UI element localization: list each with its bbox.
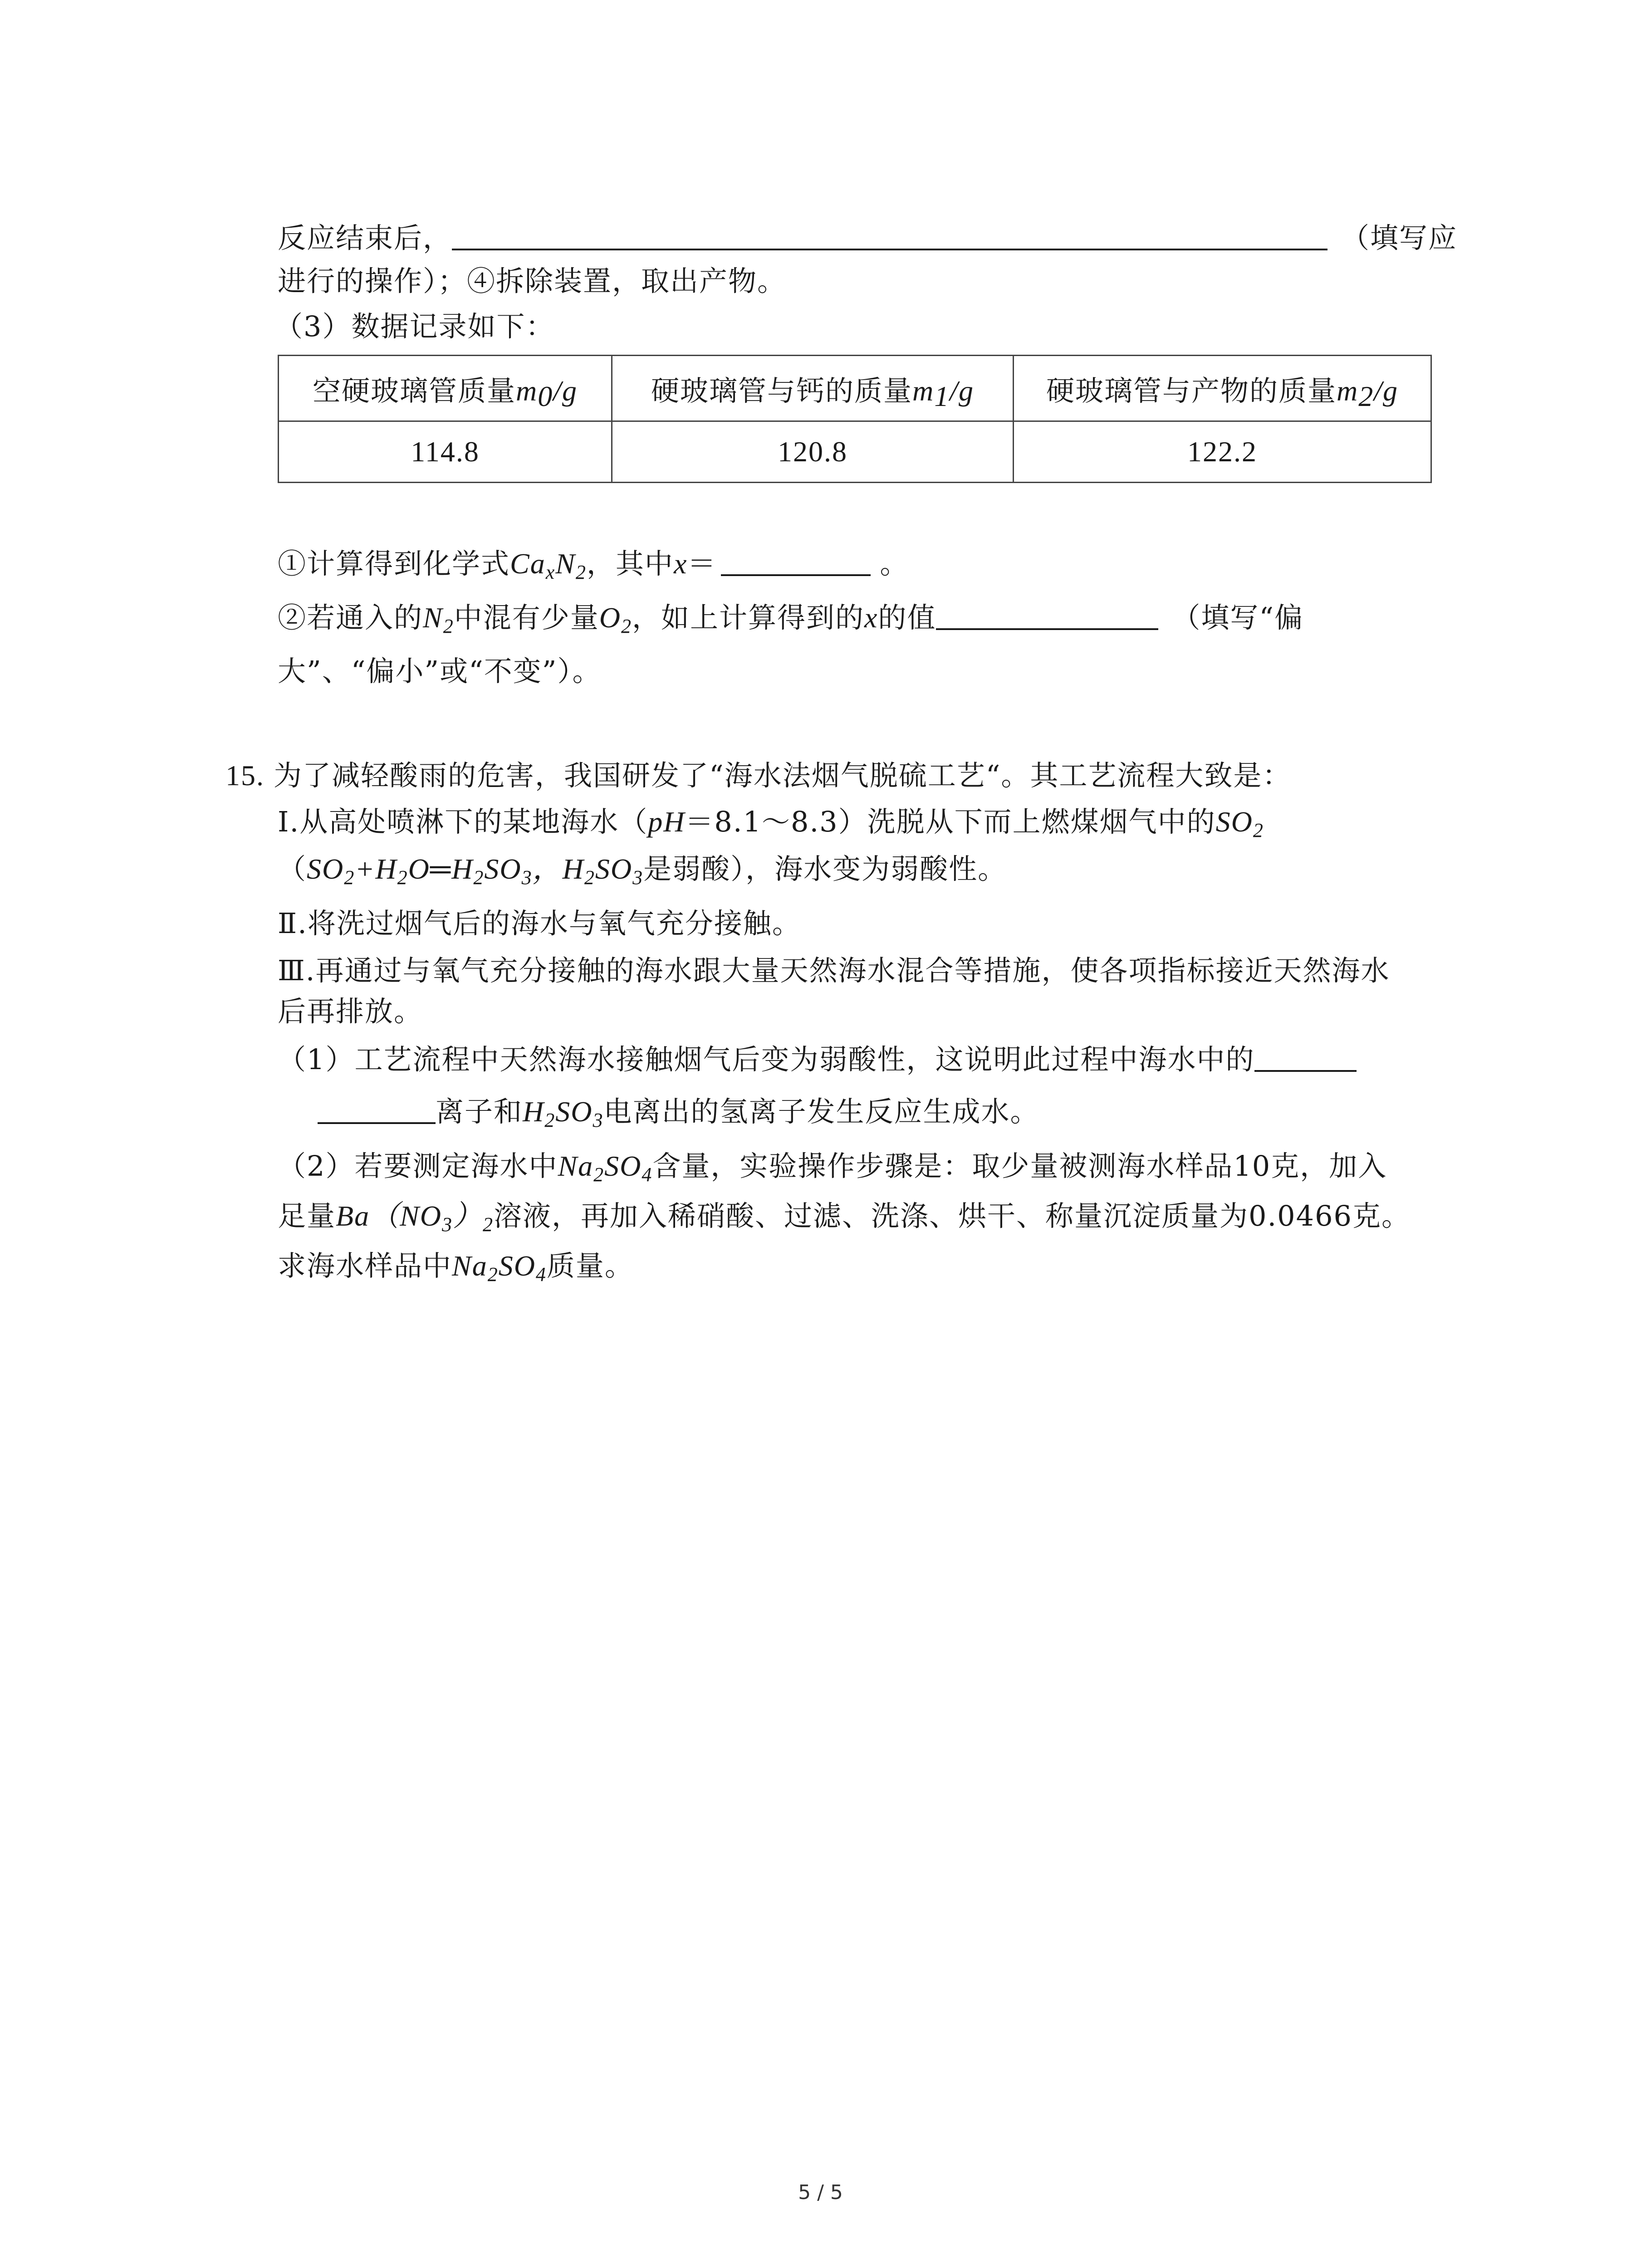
text-line — [278, 220, 1457, 256]
header-var: m — [912, 374, 935, 407]
chem-formula: $Ca_xN_2$ — [510, 547, 587, 583]
header-sub: 1 — [934, 380, 950, 412]
text-segment: 是弱酸），海水变为弱酸性。 — [643, 852, 1007, 885]
text-segment: 求海水样品中 — [278, 1249, 452, 1282]
answer-blank[interactable] — [452, 221, 1327, 250]
answer-blank[interactable] — [318, 1095, 436, 1124]
text-segment: ，其中 — [586, 547, 674, 580]
header-unit: /g — [553, 374, 578, 407]
text-line — [318, 1094, 1039, 1130]
text-segment: ，如上计算得到的 — [632, 601, 864, 634]
header-var: m — [1337, 374, 1359, 407]
variable-x: x — [864, 601, 878, 634]
text-segment: ＝ — [687, 547, 717, 580]
chem-formula: $H_2SO_3$ — [523, 1095, 604, 1131]
text-segment: 电离出的氢离子发生反应生成水。 — [603, 1095, 1039, 1128]
text-segment: 足量 — [278, 1199, 336, 1232]
text-segment: 后再排放。 — [278, 995, 423, 1028]
text-segment: 反应结束后， — [278, 221, 452, 254]
text-segment: 质量。 — [546, 1249, 634, 1282]
answer-blank[interactable] — [721, 547, 871, 576]
table-cell: 114.8 — [279, 421, 612, 483]
table-row — [279, 421, 1431, 483]
text-line — [278, 1041, 1357, 1078]
text-line — [278, 546, 909, 582]
text-segment: 大”、“偏小”或“不变”）。 — [278, 655, 602, 688]
text-segment: 为了减轻酸雨的危害，我国研发了“海水法烟气脱硫工艺“。其工艺流程大致是： — [274, 759, 1292, 792]
answer-blank[interactable] — [936, 601, 1158, 630]
text-segment: （1）工艺流程中天然海水接触烟气后变为弱酸性，这说明此过程中海水中的 — [278, 1043, 1255, 1076]
chem-formula: $Na_2SO_4$ — [558, 1150, 653, 1186]
text-segment: Ⅲ.再通过与氧气充分接触的海水跟大量天然海水混合等措施，使各项指标接近天然海水 — [278, 954, 1390, 987]
table-header-cell — [612, 356, 1014, 421]
text-segment: Ⅱ.将洗过烟气后的海水与氧气充分接触。 — [278, 907, 801, 940]
text-segment: Ⅰ.从高处喷淋下的某地海水（ — [278, 805, 648, 838]
table-cell: 120.8 — [612, 421, 1014, 483]
variable-x: x — [673, 547, 688, 580]
text-segment: （3）数据记录如下： — [274, 310, 555, 343]
text-line — [278, 653, 601, 689]
text-segment: （ — [278, 852, 307, 885]
text-segment: （填写应 — [1341, 221, 1458, 254]
data-table — [278, 355, 1432, 483]
text-line — [278, 263, 786, 299]
text-segment: 。 — [880, 547, 909, 580]
header-var: m — [516, 374, 538, 407]
chem-symbol: pH — [648, 806, 686, 838]
table-header-cell — [279, 356, 612, 421]
chem-formula: $Na_2SO_4$ — [452, 1250, 547, 1286]
text-segment: ①计算得到化学式 — [278, 547, 510, 580]
text-segment: 含量，实验操作步骤是：取少量被测海水样品10克，加入 — [652, 1149, 1387, 1183]
header-label: 硬玻璃管与钙的质量 — [651, 374, 912, 407]
header-sub: 0 — [538, 380, 554, 412]
table-cell: 122.2 — [1014, 421, 1431, 483]
table-header-cell — [1014, 356, 1431, 421]
question-number: 15. — [225, 759, 265, 792]
chem-formula: $SO_2$ — [1215, 806, 1264, 841]
header-label: 空硬玻璃管质量 — [312, 374, 516, 407]
text-line — [278, 993, 423, 1030]
section-heading — [274, 308, 554, 345]
text-line — [278, 600, 1303, 636]
text-line — [278, 1148, 1387, 1184]
page-number: 5 / 5 — [798, 2181, 843, 2204]
chem-formula: $O_2$ — [599, 601, 632, 637]
text-segment: 进行的操作）；④拆除装置，取出产物。 — [278, 264, 787, 298]
question-stem — [225, 758, 1291, 794]
text-segment: 溶液，再加入稀硝酸、过滤、洗涤、烘干、称量沉淀质量为0.0466克。 — [494, 1199, 1411, 1232]
table-header-row — [279, 356, 1431, 421]
text-segment: ＝8.1～8.3）洗脱从下而上燃煤烟气中的 — [685, 805, 1216, 838]
text-line — [278, 1198, 1411, 1234]
text-segment: 中混有少量 — [454, 601, 599, 634]
answer-blank[interactable] — [1254, 1043, 1357, 1072]
header-label: 硬玻璃管与产物的质量 — [1046, 374, 1337, 407]
text-line — [278, 953, 1390, 989]
text-line — [278, 1248, 634, 1284]
chem-formula: $Ba(NO_3)_2$ — [336, 1200, 494, 1236]
header-sub: 2 — [1358, 380, 1374, 412]
chem-equation: $SO_2+H_2O═H_2SO_3$，$H_2SO_3$ — [307, 853, 644, 889]
text-segment: （2）若要测定海水中 — [278, 1149, 558, 1183]
header-unit: /g — [950, 374, 974, 407]
chem-formula: $N_2$ — [423, 601, 454, 637]
text-segment: 离子和 — [436, 1095, 523, 1128]
text-segment: （填写“偏 — [1172, 601, 1304, 634]
header-unit: /g — [1374, 374, 1398, 407]
text-segment: ②若通入的 — [278, 601, 423, 634]
text-line — [278, 851, 1007, 887]
text-line — [278, 905, 801, 942]
text-segment: 的值 — [878, 601, 936, 634]
text-line — [278, 804, 1264, 840]
